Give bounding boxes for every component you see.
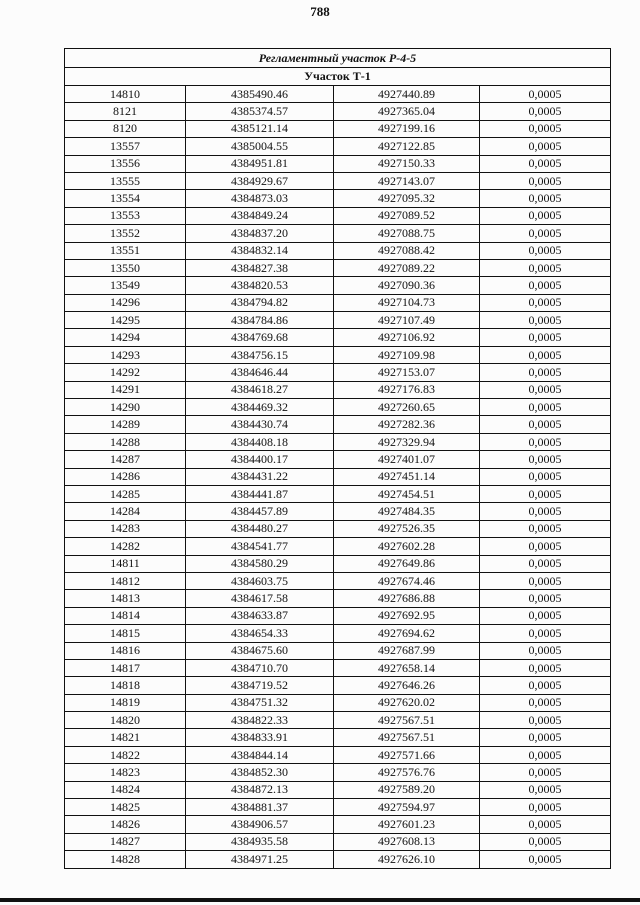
- point-number-cell: 14294: [65, 329, 186, 346]
- point-number-cell: 14282: [65, 538, 186, 555]
- y-coordinate-cell: 4927674.46: [334, 572, 480, 589]
- x-coordinate-cell: 4384929.67: [186, 172, 334, 189]
- tolerance-cell: 0,0005: [480, 225, 611, 242]
- table-row: [65, 207, 610, 224]
- table-row: [65, 816, 610, 833]
- tolerance-cell: 0,0005: [480, 433, 611, 450]
- table-row: [65, 294, 610, 311]
- x-coordinate-cell: 4384873.03: [186, 190, 334, 207]
- y-coordinate-cell: 4927608.13: [334, 833, 480, 850]
- point-number-cell: 14822: [65, 746, 186, 763]
- page-number: 788: [310, 4, 330, 19]
- table-row: [65, 572, 610, 589]
- x-coordinate-cell: 4384431.22: [186, 468, 334, 485]
- point-number-cell: 14287: [65, 451, 186, 468]
- tolerance-cell: 0,0005: [480, 242, 611, 259]
- tolerance-cell: 0,0005: [480, 468, 611, 485]
- table-row: [65, 677, 610, 694]
- tolerance-cell: 0,0005: [480, 833, 611, 850]
- tolerance-cell: 0,0005: [480, 625, 611, 642]
- point-number-cell: 14283: [65, 520, 186, 537]
- tolerance-cell: 0,0005: [480, 207, 611, 224]
- y-coordinate-cell: 4927620.02: [334, 694, 480, 711]
- x-coordinate-cell: 4384633.87: [186, 607, 334, 624]
- x-coordinate-cell: 4384408.18: [186, 433, 334, 450]
- table-row: [65, 259, 610, 276]
- x-coordinate-cell: 4384935.58: [186, 833, 334, 850]
- y-coordinate-cell: 4927567.51: [334, 712, 480, 729]
- x-coordinate-cell: 4384906.57: [186, 816, 334, 833]
- table-row: [65, 485, 610, 502]
- y-coordinate-cell: 4927176.83: [334, 381, 480, 398]
- x-coordinate-cell: 4385004.55: [186, 138, 334, 155]
- y-coordinate-cell: 4927089.52: [334, 207, 480, 224]
- table-row: [65, 468, 610, 485]
- x-coordinate-cell: 4384654.33: [186, 625, 334, 642]
- tolerance-cell: 0,0005: [480, 659, 611, 676]
- y-coordinate-cell: 4927090.36: [334, 277, 480, 294]
- table-row: [65, 607, 610, 624]
- y-coordinate-cell: 4927282.36: [334, 416, 480, 433]
- table-row: [65, 764, 610, 781]
- y-coordinate-cell: 4927107.49: [334, 312, 480, 329]
- x-coordinate-cell: 4384849.24: [186, 207, 334, 224]
- tolerance-cell: 0,0005: [480, 346, 611, 363]
- y-coordinate-cell: 4927594.97: [334, 799, 480, 816]
- tolerance-cell: 0,0005: [480, 764, 611, 781]
- x-coordinate-cell: 4384710.70: [186, 659, 334, 676]
- tolerance-cell: 0,0005: [480, 451, 611, 468]
- tolerance-cell: 0,0005: [480, 277, 611, 294]
- y-coordinate-cell: 4927088.75: [334, 225, 480, 242]
- tolerance-cell: 0,0005: [480, 103, 611, 120]
- x-coordinate-cell: 4384881.37: [186, 799, 334, 816]
- y-coordinate-cell: 4927150.33: [334, 155, 480, 172]
- y-coordinate-cell: 4927649.86: [334, 555, 480, 572]
- y-coordinate-cell: 4927451.14: [334, 468, 480, 485]
- tolerance-cell: 0,0005: [480, 259, 611, 276]
- x-coordinate-cell: 4384971.25: [186, 851, 334, 868]
- y-coordinate-cell: 4927454.51: [334, 485, 480, 502]
- coordinates-table-body: [65, 86, 610, 868]
- table-row: [65, 433, 610, 450]
- point-number-cell: 14818: [65, 677, 186, 694]
- point-number-cell: 14291: [65, 381, 186, 398]
- point-number-cell: 14285: [65, 485, 186, 502]
- section-title: Регламентный участок Р-4-5: [65, 49, 610, 68]
- x-coordinate-cell: 4384794.82: [186, 294, 334, 311]
- y-coordinate-cell: 4927365.04: [334, 103, 480, 120]
- table-row: [65, 172, 610, 189]
- tolerance-cell: 0,0005: [480, 86, 611, 103]
- x-coordinate-cell: 4384769.68: [186, 329, 334, 346]
- tolerance-cell: 0,0005: [480, 503, 611, 520]
- tolerance-cell: 0,0005: [480, 329, 611, 346]
- tolerance-cell: 0,0005: [480, 781, 611, 798]
- table-row: [65, 155, 610, 172]
- point-number-cell: 14824: [65, 781, 186, 798]
- y-coordinate-cell: 4927694.62: [334, 625, 480, 642]
- tolerance-cell: 0,0005: [480, 538, 611, 555]
- table-row: [65, 851, 610, 868]
- x-coordinate-cell: 4384617.58: [186, 590, 334, 607]
- y-coordinate-cell: 4927440.89: [334, 86, 480, 103]
- x-coordinate-cell: 4384837.20: [186, 225, 334, 242]
- page-bottom-rule: [0, 898, 640, 902]
- point-number-cell: 14826: [65, 816, 186, 833]
- tolerance-cell: 0,0005: [480, 416, 611, 433]
- table-row: [65, 138, 610, 155]
- x-coordinate-cell: 4384541.77: [186, 538, 334, 555]
- x-coordinate-cell: 4384400.17: [186, 451, 334, 468]
- table-row: [65, 416, 610, 433]
- y-coordinate-cell: 4927109.98: [334, 346, 480, 363]
- table-row: [65, 729, 610, 746]
- tolerance-cell: 0,0005: [480, 485, 611, 502]
- x-coordinate-cell: 4384480.27: [186, 520, 334, 537]
- point-number-cell: 14816: [65, 642, 186, 659]
- x-coordinate-cell: 4384827.38: [186, 259, 334, 276]
- x-coordinate-cell: 4384618.27: [186, 381, 334, 398]
- point-number-cell: 14295: [65, 312, 186, 329]
- point-number-cell: 8120: [65, 120, 186, 137]
- table-row: [65, 590, 610, 607]
- point-number-cell: 14827: [65, 833, 186, 850]
- table-row: [65, 364, 610, 381]
- tolerance-cell: 0,0005: [480, 677, 611, 694]
- y-coordinate-cell: 4927089.22: [334, 259, 480, 276]
- y-coordinate-cell: 4927104.73: [334, 294, 480, 311]
- table-row: [65, 555, 610, 572]
- y-coordinate-cell: 4927571.66: [334, 746, 480, 763]
- x-coordinate-cell: 4384784.86: [186, 312, 334, 329]
- point-number-cell: 14821: [65, 729, 186, 746]
- y-coordinate-cell: 4927646.26: [334, 677, 480, 694]
- y-coordinate-cell: 4927095.32: [334, 190, 480, 207]
- tolerance-cell: 0,0005: [480, 364, 611, 381]
- x-coordinate-cell: 4384844.14: [186, 746, 334, 763]
- tolerance-cell: 0,0005: [480, 572, 611, 589]
- point-number-cell: 13551: [65, 242, 186, 259]
- point-number-cell: 14288: [65, 433, 186, 450]
- table-row: [65, 520, 610, 537]
- point-number-cell: 14810: [65, 86, 186, 103]
- x-coordinate-cell: 4385121.14: [186, 120, 334, 137]
- x-coordinate-cell: 4384832.14: [186, 242, 334, 259]
- y-coordinate-cell: 4927484.35: [334, 503, 480, 520]
- tolerance-cell: 0,0005: [480, 555, 611, 572]
- y-coordinate-cell: 4927199.16: [334, 120, 480, 137]
- point-number-cell: 13557: [65, 138, 186, 155]
- tolerance-cell: 0,0005: [528, 851, 562, 866]
- y-coordinate-cell: 4927329.94: [334, 433, 480, 450]
- table-row: [65, 329, 610, 346]
- y-coordinate-cell: 4927153.07: [334, 364, 480, 381]
- x-coordinate-cell: 4384441.87: [186, 485, 334, 502]
- table-row: [65, 625, 610, 642]
- table-row: [65, 642, 610, 659]
- table-row: [65, 694, 610, 711]
- tolerance-cell: 0,0005: [480, 294, 611, 311]
- x-coordinate-cell: 4384457.89: [186, 503, 334, 520]
- tolerance-cell: 0,0005: [480, 399, 611, 416]
- y-coordinate-cell: 4927567.51: [334, 729, 480, 746]
- point-number-cell: 13554: [65, 190, 186, 207]
- table-row: [65, 120, 610, 137]
- point-number-cell: 14296: [65, 294, 186, 311]
- tolerance-cell: 0,0005: [480, 590, 611, 607]
- point-number-cell: 13555: [65, 172, 186, 189]
- y-coordinate-cell: 4927687.99: [334, 642, 480, 659]
- y-coordinate-cell: 4927589.20: [334, 781, 480, 798]
- tolerance-cell: 0,0005: [480, 729, 611, 746]
- point-number-cell: 14815: [65, 625, 186, 642]
- x-coordinate-cell: 4384820.53: [186, 277, 334, 294]
- y-coordinate-cell: 4927601.23: [334, 816, 480, 833]
- tolerance-cell: 0,0005: [480, 712, 611, 729]
- x-coordinate-cell: 4384430.74: [186, 416, 334, 433]
- table-row: [65, 538, 610, 555]
- point-number-cell: 14289: [65, 416, 186, 433]
- x-coordinate-cell: 4384822.33: [186, 712, 334, 729]
- table-row: [65, 86, 610, 103]
- point-number-cell: 13550: [65, 259, 186, 276]
- table-row: [65, 799, 610, 816]
- tolerance-cell: 0,0005: [480, 816, 611, 833]
- tolerance-cell: 0,0005: [480, 138, 611, 155]
- table-row: [65, 451, 610, 468]
- point-number-cell: 8121: [65, 103, 186, 120]
- y-coordinate-cell: 4927088.42: [334, 242, 480, 259]
- tolerance-cell: 0,0005: [480, 172, 611, 189]
- x-coordinate-cell: 4385490.46: [186, 86, 334, 103]
- table-row: [65, 277, 610, 294]
- table-row: [65, 833, 610, 850]
- x-coordinate-cell: 4384469.32: [186, 399, 334, 416]
- tolerance-cell: 0,0005: [480, 381, 611, 398]
- y-coordinate-cell: 4927602.28: [334, 538, 480, 555]
- point-number-cell: 14284: [65, 503, 186, 520]
- x-coordinate-cell: 4384756.15: [186, 346, 334, 363]
- table-row: [65, 346, 610, 363]
- x-coordinate-cell: 4384872.13: [186, 781, 334, 798]
- table-row: [65, 659, 610, 676]
- point-number-cell: 14813: [65, 590, 186, 607]
- table-row: [65, 225, 610, 242]
- table-row: [65, 503, 610, 520]
- point-number-cell: 13556: [65, 155, 186, 172]
- point-number-cell: 14817: [65, 659, 186, 676]
- y-coordinate-cell: 4927106.92: [334, 329, 480, 346]
- point-number-cell: 14820: [65, 712, 186, 729]
- point-number-cell: 14811: [65, 555, 186, 572]
- tolerance-cell: 0,0005: [480, 120, 611, 137]
- table-row: [65, 712, 610, 729]
- y-coordinate-cell: 4927122.85: [334, 138, 480, 155]
- y-coordinate-cell: 4927658.14: [334, 659, 480, 676]
- x-coordinate-cell: 4384852.30: [186, 764, 334, 781]
- x-coordinate-cell: 4384603.75: [186, 572, 334, 589]
- point-number-cell: 14825: [65, 799, 186, 816]
- tolerance-cell: 0,0005: [480, 607, 611, 624]
- subsection-title: Участок Т-1: [65, 68, 610, 86]
- point-number-cell: 14814: [65, 607, 186, 624]
- table-row: [65, 381, 610, 398]
- point-number-cell: 14290: [65, 399, 186, 416]
- y-coordinate-cell: 4927143.07: [334, 172, 480, 189]
- point-number-cell: 14828: [65, 851, 186, 868]
- point-number-cell: 14286: [65, 468, 186, 485]
- y-coordinate-cell: 4927692.95: [334, 607, 480, 624]
- point-number-cell: 14819: [65, 694, 186, 711]
- coordinates-table: [65, 86, 610, 868]
- tolerance-cell: 0,0005: [480, 312, 611, 329]
- table-row: [65, 190, 610, 207]
- table-row: [65, 242, 610, 259]
- point-number-cell: 14293: [65, 346, 186, 363]
- tolerance-cell: 0,0005: [480, 190, 611, 207]
- x-coordinate-cell: 4384951.81: [186, 155, 334, 172]
- point-number-cell: 13552: [65, 225, 186, 242]
- x-coordinate-cell: 4384751.32: [186, 694, 334, 711]
- x-coordinate-cell: 4384675.60: [186, 642, 334, 659]
- point-number-cell: 14812: [65, 572, 186, 589]
- x-coordinate-cell: 4384719.52: [186, 677, 334, 694]
- x-coordinate-cell: 4384580.29: [186, 555, 334, 572]
- y-coordinate-cell: 4927526.35: [334, 520, 480, 537]
- x-coordinate-cell: 4384646.44: [186, 364, 334, 381]
- tolerance-cell: 0,0005: [480, 155, 611, 172]
- coordinates-sheet: [64, 48, 611, 869]
- table-row: [65, 312, 610, 329]
- y-coordinate-cell: 4927260.65: [334, 399, 480, 416]
- tolerance-cell: 0,0005: [480, 642, 611, 659]
- point-number-cell: 13553: [65, 207, 186, 224]
- x-coordinate-cell: 4384833.91: [186, 729, 334, 746]
- point-number-cell: 14292: [65, 364, 186, 381]
- table-row: [65, 746, 610, 763]
- y-coordinate-cell: 4927686.88: [334, 590, 480, 607]
- point-number-cell: 14823: [65, 764, 186, 781]
- table-row: [65, 103, 610, 120]
- y-coordinate-cell: 4927401.07: [334, 451, 480, 468]
- x-coordinate-cell: 4385374.57: [186, 103, 334, 120]
- table-row: [65, 781, 610, 798]
- point-number-cell: 13549: [65, 277, 186, 294]
- tolerance-cell: 0,0005: [480, 520, 611, 537]
- tolerance-cell: 0,0005: [480, 694, 611, 711]
- tolerance-cell: 0,0005: [480, 799, 611, 816]
- table-row: [65, 399, 610, 416]
- tolerance-cell: 0,0005: [480, 746, 611, 763]
- y-coordinate-cell: 4927626.10: [334, 851, 480, 868]
- y-coordinate-cell: 4927576.76: [334, 764, 480, 781]
